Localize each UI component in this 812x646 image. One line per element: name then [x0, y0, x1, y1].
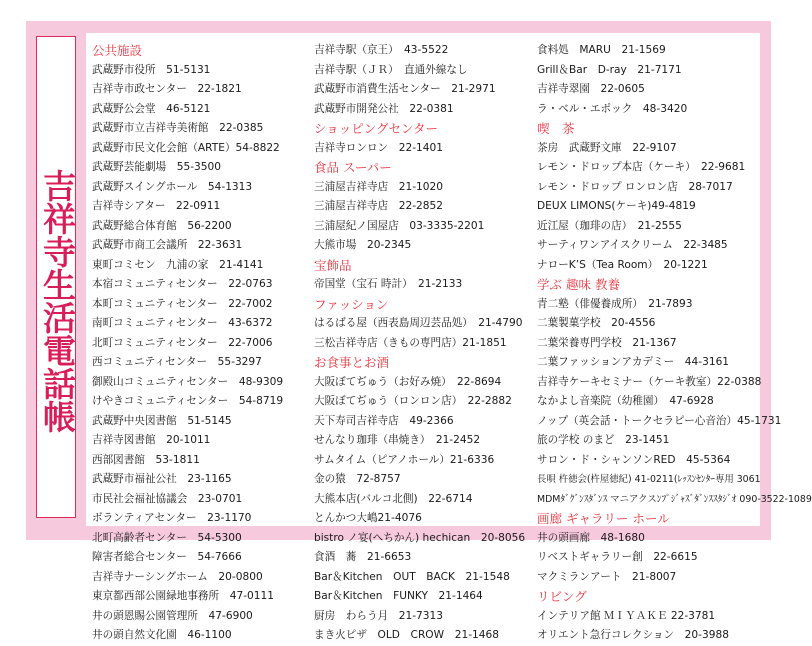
directory-entry: 武蔵野市消費生活センター 21-2971	[314, 83, 496, 95]
directory-entry: bistro ノ宴(へちかん) hechican 20-8056	[314, 531, 526, 544]
directory-entry: 旅の学校 のまど 23-1451	[537, 434, 670, 446]
directory-entry: とんかつ大嶋21-4076	[314, 512, 422, 524]
directory-entry: せんなり珈琲（串焼き） 21-2452	[314, 434, 481, 446]
directory-entry: 大熊本店(バルコ北側) 22-6714	[314, 492, 473, 505]
directory-entry: インテリア館 ＭＩＹＡＫＥ 22-3781	[537, 609, 716, 622]
directory-entry: 近江屋（珈琲の店） 21-2555	[537, 219, 682, 232]
directory-entry: レモン・ドロップ ロンロン店 28-7017	[537, 180, 733, 193]
directory-entry: 二葉ファッションアカデミー 44-3161	[537, 356, 730, 368]
page-title: 吉祥寺生活電話帳	[38, 169, 77, 433]
directory-entry: 吉祥寺駅（ＪＲ） 直通外線なし	[314, 63, 468, 76]
directory-entry: ラ・ベル・エポック 48-3420	[537, 102, 688, 115]
directory-entry: Bar＆Kitchen OUT BACK 21-1548	[314, 570, 510, 583]
directory-entry: 吉祥寺図書館 20-1011	[92, 434, 211, 446]
directory-entry: MDMﾀﾞｸﾞﾝｽﾀﾞﾝｽ マニアクスﾝﾌﾟｼﾞｬｽﾞﾀﾞﾝｽｽﾀｼﾞｵ 090-3522-1089	[537, 493, 812, 505]
directory-entry: 武蔵野中央図書館 51-5145	[92, 414, 232, 427]
directory-entry: 西コミュニティセンター 55-3297	[92, 356, 262, 368]
column-2	[314, 41, 524, 646]
directory-entry: 食料処 MARU 21-1569	[537, 44, 666, 56]
directory-entry: 西部図書館 53-1811	[92, 453, 200, 466]
directory-entry: 大阪ぼてぢゅう（ロンロン店） 22-2882	[314, 395, 512, 407]
directory-entry: 天下寿司吉祥寺店 49-2366	[314, 414, 454, 427]
category-heading: ファッション	[314, 296, 389, 312]
directory-entry: ノップ（英会話・トークセラピー心音治）45-1731	[537, 414, 782, 427]
category-heading: 喫 茶	[537, 121, 575, 136]
directory-entry: なかよし音楽院（幼稚園） 47-6928	[537, 395, 714, 407]
directory-entry: 本宿コミュニティセンター 22-0763	[92, 278, 273, 290]
directory-entry: 武蔵野公会堂 46-5121	[92, 102, 211, 115]
category-heading: 公共施設	[92, 43, 143, 58]
column-1	[92, 41, 302, 646]
directory-entry: 吉祥寺ケーキセミナー（ケーキ教室）22-0388	[537, 375, 762, 388]
directory-entry: 長唄 杵徳会(杵屋徳紀) 41-0211(ﾚｯｽﾝｾﾝﾀｰ専用 3061	[537, 474, 761, 485]
directory-entry: 南町コミュニティセンター 43-6372	[92, 317, 273, 329]
directory-entry: 帝国堂（宝石 時計） 21-2133	[314, 278, 463, 290]
directory-entry: はるばる屋（西表島周辺芸品処） 21-4790	[314, 317, 523, 329]
directory-entry: 武蔵野総合体育館 56-2200	[92, 219, 232, 232]
directory-entry: 北町高齢者センター 54-5300	[92, 531, 242, 544]
directory-entry: 井の頭自然文化園 46-1100	[92, 629, 232, 641]
directory-entry: 武蔵野芸能劇場 55-3500	[92, 161, 222, 173]
directory-entry: 厨房 わらう月 21-7313	[314, 609, 444, 622]
directory-entry: 三松吉祥寺店（きもの専門店）21-1851	[314, 336, 507, 349]
category-heading: 宝飾品	[314, 257, 352, 273]
directory-entry: 吉祥寺市政センター 22-1821	[92, 83, 242, 95]
directory-entry: 北町コミュニティセンター 22-7006	[92, 336, 273, 349]
directory-entry: 武蔵野市民文化会館（ARTE）54-8822	[92, 141, 280, 154]
directory-entry: 武蔵野市立吉祥寺美術館 22-0385	[92, 122, 264, 134]
directory-entry: 井の頭画廊 48-1680	[537, 531, 645, 544]
directory-entry: 吉祥寺翠園 22-0605	[537, 83, 645, 95]
directory-entry: 障害者総合センター 54-7666	[92, 551, 242, 563]
category-heading: リビング	[537, 589, 587, 604]
directory-entry: 本町コミュニティセンター 22-7002	[92, 297, 273, 310]
directory-entry: 二葉栄養専門学校 21-1367	[537, 336, 677, 349]
directory-entry: 三浦屋吉祥寺店 21-1020	[314, 180, 444, 193]
directory-entry: 三浦屋吉祥寺店 22-2852	[314, 200, 444, 212]
directory-entry: オリエント急行コレクション 20-3988	[537, 629, 729, 641]
directory-entry: 吉祥寺ナーシングホーム 20-0800	[92, 570, 263, 583]
directory-entry: ナローK’S（Tea Room） 20-1221	[537, 258, 708, 271]
directory-entry: 井の頭恩賜公園管理所 47-6900	[92, 609, 253, 622]
directory-entry: 金の猿 72-8757	[314, 473, 401, 485]
directory-entry: 青二塾（俳優養成所） 21-7893	[537, 297, 693, 310]
directory-entry: 武蔵野市役所 51-5131	[92, 63, 211, 76]
directory-entry: 御殿山コミュニティセンター 48-9309	[92, 375, 284, 388]
directory-entry: 二葉製菓学校 20-4556	[537, 317, 656, 329]
category-heading: お食事とお酒	[314, 355, 390, 370]
directory-entry: Bar＆Kitchen FUNKY 21-1464	[314, 590, 483, 602]
directory-entry: レモン・ドロップ本店（ケーキ） 22-9681	[537, 161, 746, 173]
directory-entry: 武蔵野市商工会議所 22-3631	[92, 239, 243, 251]
directory-entry: サムタイム（ピアノホール）21-6336	[314, 453, 495, 466]
directory-entry: けやきコミュニティセンター 54-8719	[92, 395, 284, 407]
directory-entry: 大熊市場 20-2345	[314, 239, 412, 251]
column-3	[537, 41, 812, 646]
directory-entry: まき火ピザ OLD CROW 21-1468	[314, 629, 499, 641]
directory-entry: 吉祥寺ロンロン 22-1401	[314, 141, 444, 154]
directory-entry: 茶房 武蔵野文庫 22-9107	[537, 141, 677, 154]
directory-entry: 吉祥寺駅（京王） 43-5522	[314, 44, 449, 56]
category-heading: 学ぶ 趣味 教養	[537, 277, 620, 292]
title-box	[36, 36, 76, 518]
directory-entry: 吉祥寺シアター 22-0911	[92, 200, 221, 212]
directory-entry: Grill＆Bar D-ray 21-7171	[537, 63, 682, 76]
directory-entry: 武蔵野市福祉公社 23-1165	[92, 473, 232, 485]
category-heading: 画廊 ギャラリー ホール	[537, 511, 670, 526]
directory-entry: マクミランアート 21-8007	[537, 570, 677, 583]
directory-entry: サロン・ド・シャンソンRED 45-5364	[537, 453, 731, 466]
category-heading: 食品 スーパー	[314, 160, 392, 175]
directory-entry: 武蔵野市開発公社 22-0381	[314, 102, 454, 115]
directory-entry: 東京都西部公園緑地事務所 47-0111	[92, 590, 274, 602]
directory-entry: DEUX LIMONS(ケーキ)49-4819	[537, 200, 696, 212]
directory-entry: リベストギャラリー創 22-6615	[537, 551, 698, 563]
directory-entry: 東町コミセン 九浦の家 21-4141	[92, 258, 264, 271]
directory-entry: 食酒 蕎 21-6653	[314, 551, 412, 563]
directory-entry: 市民社会福祉協議会 23-0701	[92, 492, 243, 505]
directory-entry: 武蔵野スイングホール 54-1313	[92, 180, 253, 193]
directory-entry: サーティワンアイスクリーム 22-3485	[537, 239, 728, 251]
directory-entry: ボランティアセンター 23-1170	[92, 512, 252, 524]
directory-entry: 三浦屋紀ノ国屋店 03-3335-2201	[314, 219, 485, 232]
category-heading: ショッピングセンター	[314, 121, 439, 136]
directory-entry: 大阪ぼてぢゅう（お好み焼） 22-8694	[314, 375, 502, 388]
